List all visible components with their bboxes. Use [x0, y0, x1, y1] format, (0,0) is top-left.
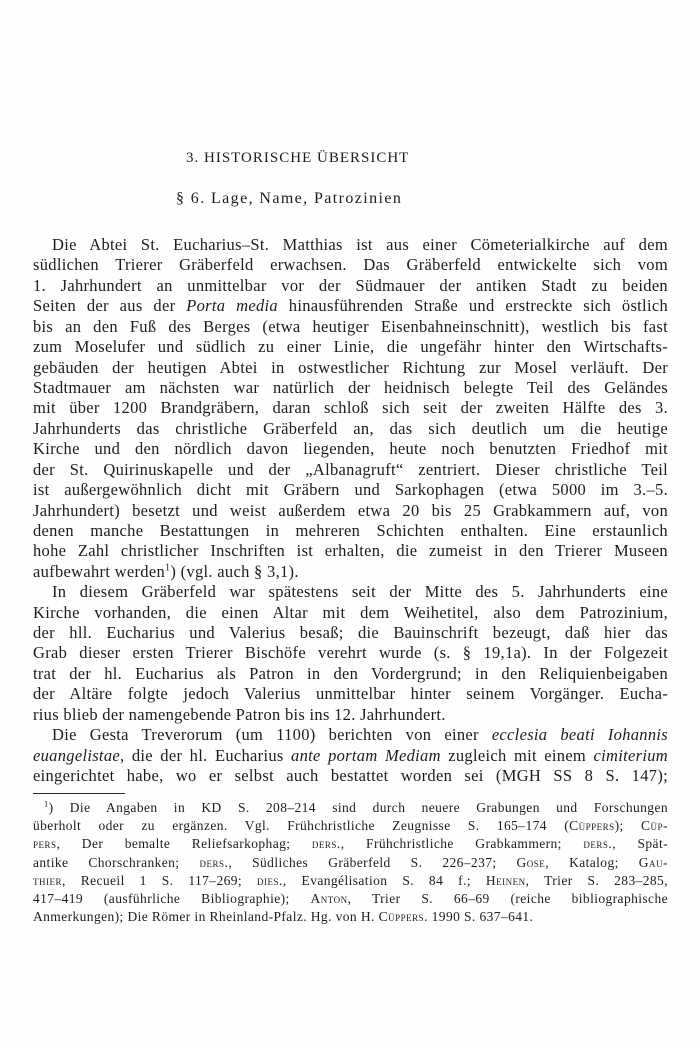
body-line [33, 439, 668, 459]
text-run: zugleich mit einem [440, 745, 594, 765]
italic-text: Porta media [186, 296, 278, 316]
text-run: antike Chorschranken; [33, 854, 200, 870]
text-run: , Spät- [612, 836, 668, 852]
small-caps-name: Anton [310, 891, 348, 906]
text-run: überholt oder zu ergänzen. Vgl. Frühchristliche Zeugnisse S. 165–174 ( [33, 818, 570, 834]
body-line [33, 766, 668, 786]
body-line [33, 419, 668, 439]
text-run: Die Abtei St. Eucharius–St. Matthias ist aus einer Cömeterialkirche auf dem [52, 235, 668, 254]
body-line [33, 398, 668, 418]
footnote-line [33, 854, 668, 872]
text-run: Die Gesta Treverorum (um 1100) berichten von einer [52, 725, 492, 745]
body-line [33, 746, 668, 766]
small-caps-name: Heinen [485, 872, 526, 888]
body-line [33, 337, 668, 357]
small-caps-name: dies. [256, 872, 283, 888]
text-run: , Südliches Gräberfeld S. 226–237; [228, 854, 517, 870]
text-run: trat der hl. Eucharius als Patron in den Vordergrund; in den Reliquienbeigaben [33, 663, 668, 683]
body-line [33, 643, 668, 663]
body-line [33, 664, 668, 684]
footnote-rule [33, 793, 125, 794]
body-line [33, 255, 668, 275]
text-run: der Altäre folgte jedoch Valerius unmittelbar hinter seinem Vorgänger. Eucha- [33, 684, 668, 704]
text-run: , Recueil 1 S. 117–269; [62, 872, 257, 888]
text-run: 417–419 (ausführliche Bibliographie); [33, 891, 311, 906]
body-line [33, 378, 668, 398]
small-caps-name: Cüppers [378, 909, 425, 925]
small-caps-name: Gose [516, 854, 546, 870]
body-line [33, 276, 668, 296]
footnote-marker: 1 [165, 562, 171, 574]
text-run: , die der hl. Eucharius [120, 745, 292, 765]
text-run: hinausführenden Straße und erstreckte sich östlich [277, 296, 668, 316]
text-run: , Katalog; [545, 854, 639, 870]
text-run: hohe Zahl christlicher Inschriften ist erhalten, die zumeist in den Trierer Museen [33, 541, 668, 561]
footnote-line [33, 872, 668, 890]
body-line [33, 705, 668, 725]
footnote-line [33, 890, 668, 908]
body-line [33, 358, 668, 378]
small-caps-name: thier [33, 872, 62, 888]
footnote-line [33, 835, 668, 853]
body-line [33, 562, 668, 582]
small-caps-name: pers [33, 836, 57, 852]
italic-text: ante portam Mediam [291, 745, 441, 765]
text-run: ) Die Angaben in KD S. 208–214 sind durch neuere Grabungen und Forschungen [48, 800, 668, 815]
body-line [33, 603, 668, 623]
italic-text: euangelistae [33, 745, 120, 765]
body-line [33, 725, 668, 745]
small-caps-name: Gau- [638, 854, 668, 870]
footnote-line [33, 799, 668, 817]
small-caps-name: ders. [583, 836, 613, 852]
text-run: , Evangélisation S. 84 f.; [282, 872, 486, 888]
chapter-heading: 3. HISTORISCHE ÜBERSICHT [186, 150, 410, 166]
text-run: der hll. Eucharius und Valerius besaß; die Bauinschrift bezeugt, daß hier das [33, 623, 668, 642]
text-run: Anmerkungen); Die Römer in Rheinland-Pfalz. Hg. von H. [33, 909, 379, 925]
footnote-line [33, 817, 668, 835]
body-line [33, 317, 668, 337]
body-line [33, 521, 668, 541]
small-caps-name: ders. [199, 854, 229, 870]
text-run: , Trier S. 66–69 (reiche bibliographische [347, 891, 668, 906]
footnote-marker: 1 [44, 799, 49, 809]
body-line [33, 582, 668, 602]
small-caps-name: Cüp- [640, 818, 668, 834]
text-run: Grab dieser ersten Trierer Bischöfe verehrt wurde (s. § 19,1a). In der Folgezeit [33, 643, 668, 663]
text-run: In diesem Gräberfeld war spätestens seit der Mitte des 5. Jahrhunderts eine [52, 582, 668, 602]
body-line [33, 623, 668, 643]
text-run: Jahrhunderts das christliche Gräberfeld an, das sich deutlich um die heutige [33, 418, 668, 438]
text-run: denen manche Bestattungen in mehreren Schichten enthalten. Eine erstaunlich [33, 520, 668, 540]
text-run: ) (vgl. auch § 3,1). [170, 561, 299, 581]
body-line [33, 480, 668, 500]
text-run: der St. Quirinuskapelle und der „Albanagruft“ zentriert. Dieser christliche Teil [33, 459, 668, 479]
small-caps-name: ders. [311, 836, 341, 852]
text-run: Jahrhundert) besetzt und weist außerdem etwa 20 bis 25 Grabkammern auf, von [33, 500, 668, 520]
text-run: zum Moselufer und südlich zu einer Linie, die ungefähr hinter den Wirtschafts- [33, 337, 668, 357]
text-run: ist außergewöhnlich dicht mit Gräbern und Sarkophagen (etwa 5000 im 3.–5. [33, 480, 668, 499]
text-run: , Trier S. 283–285, [525, 872, 668, 888]
footnote-line [33, 908, 668, 926]
text-run: , Frühchristliche Grabkammern; [340, 836, 584, 852]
text-run: , Der bemalte Reliefsarkophag; [56, 836, 312, 852]
text-run: . 1990 S. 637–641. [424, 909, 534, 925]
small-caps-name: Cüppers [569, 818, 615, 834]
text-run: gebäuden der heutigen Abtei in ostwestlicher Richtung zur Mosel verläuft. Der [33, 357, 668, 377]
body-line [33, 460, 668, 480]
text-run: Kirche und den nördlich davon liegenden, heute noch benutzten Friedhof mit [33, 439, 668, 459]
body-line [33, 501, 668, 521]
text-run: bis an den Fuß des Berges (etwa heutiger Eisenbahneinschnitt), westlich bis fast [33, 316, 668, 336]
text-run: ); [614, 818, 641, 834]
body-line [33, 296, 668, 316]
body-line [33, 541, 668, 561]
text-run: südlichen Trierer Gräberfeld erwachsen. Das Gräberfeld entwickelte sich vom [33, 255, 668, 275]
italic-text: ecclesia beati Iohannis [491, 725, 668, 745]
text-run: rius blieb der namengebende Patron bis ins 12. Jahrhundert. [33, 704, 446, 724]
text-run: Stadtmauer am nächsten war natürlich der heidnisch belegte Teil des Geländes [33, 377, 668, 397]
body-line [33, 235, 668, 255]
text-run: 1. Jahrhundert an unmittelbar vor der Südmauer der antiken Stadt zu beiden [33, 275, 668, 295]
text-run: eingerichtet habe, wo er selbst auch bestattet worden sei (MGH SS 8 S. 147); [33, 765, 668, 785]
italic-text: cimiterium [593, 745, 668, 765]
text-run: Seiten der aus der [33, 296, 187, 316]
section-heading: § 6. Lage, Name, Patrozinien [176, 190, 403, 207]
text-run: aufbewahrt werden [33, 561, 165, 581]
text-run: Kirche vorhanden, die einen Altar mit dem Weihetitel, also dem Patrozinium, [33, 602, 668, 622]
body-line [33, 684, 668, 704]
text-run: mit über 1200 Brandgräbern, daran schloß sich seit der zweiten Hälfte des 3. [33, 398, 668, 418]
